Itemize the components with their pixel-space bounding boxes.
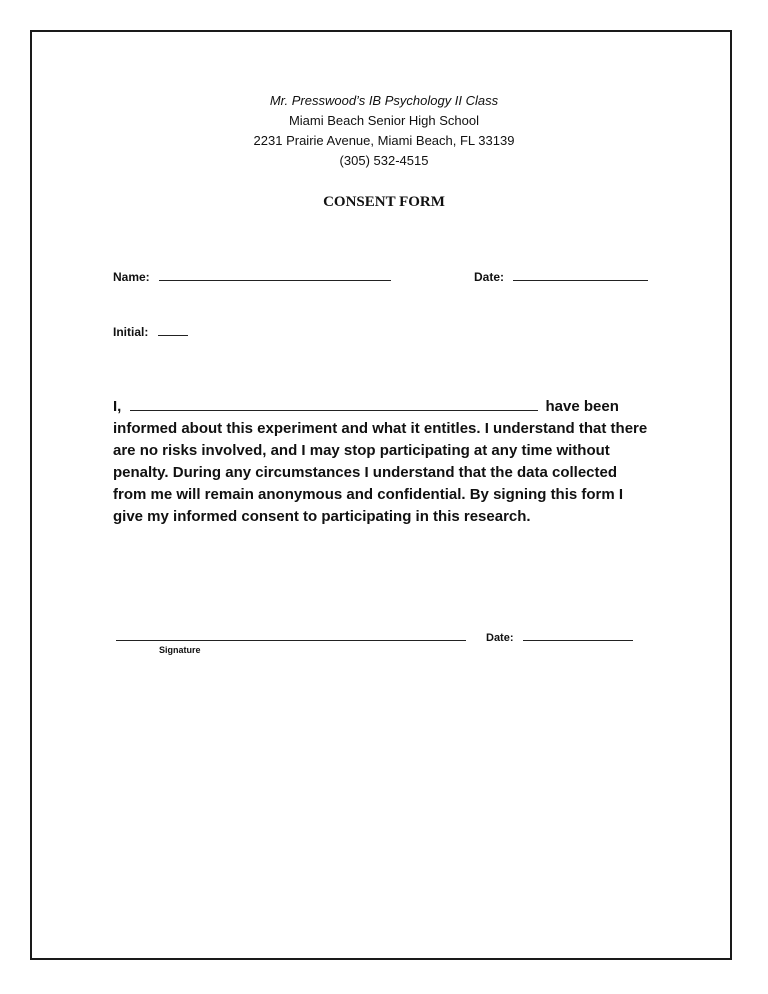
signature-date-line[interactable] [523, 628, 633, 641]
school-name: Miami Beach Senior High School [288, 113, 480, 128]
signature-date-label: Date: [486, 632, 514, 644]
form-title: CONSENT FORM [323, 194, 445, 210]
date-field-row [474, 268, 648, 284]
initial-label: Initial: [113, 325, 149, 339]
name-input-line[interactable] [159, 268, 391, 281]
consent-statement [113, 396, 653, 528]
class-name: Mr. Presswood’s IB Psychology II Class [269, 93, 499, 108]
signature-date-row [486, 628, 633, 644]
signature-line[interactable] [116, 628, 466, 641]
date-label: Date: [474, 270, 505, 284]
consent-body: informed about this experiment and what it entitles. I understand that there are no risks involved, and I may stop participating at any time without penalty. During any circumstances I understand that the data collected from me will remain anonymous and confidential. By signing this form I give my informed consent to participating in this research. [113, 420, 648, 525]
name-label: Name: [113, 270, 150, 284]
participant-name-line[interactable] [130, 396, 538, 411]
school-address: 2231 Prairie Avenue, Miami Beach, FL 33139 [253, 133, 515, 148]
signature-label: Signature [159, 645, 201, 655]
school-phone: (305) 532-4515 [339, 153, 429, 168]
initial-input-line[interactable] [158, 323, 188, 336]
date-input-line[interactable] [513, 268, 648, 281]
consent-prefix: I, [113, 398, 122, 415]
letterhead [0, 91, 768, 171]
consent-line1-suffix: have been [545, 398, 619, 415]
name-field-row [113, 268, 391, 284]
initial-field-row [113, 323, 188, 339]
